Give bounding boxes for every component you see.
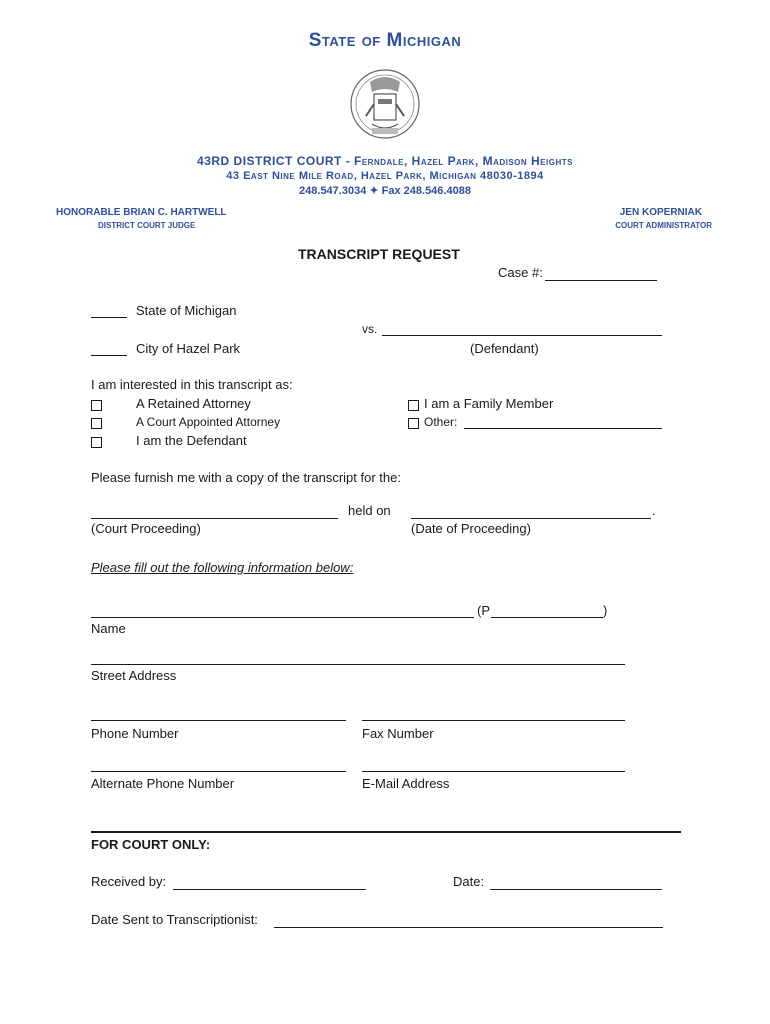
email-field[interactable]: [362, 771, 625, 772]
party1-label: State of Michigan: [136, 303, 237, 318]
party2-label: City of Hazel Park: [136, 341, 241, 356]
case-label: Case #:: [498, 265, 543, 280]
date-proceeding-field[interactable]: [411, 518, 651, 519]
court-proceeding-label: (Court Proceeding): [91, 521, 201, 536]
judge-title: DISTRICT COURT JUDGE: [98, 221, 196, 230]
period: .: [652, 503, 656, 518]
court-address: 43 East Nine Mile Road, Hazel Park, Michigan 48030-1894: [226, 170, 544, 182]
appointed-attorney-label: A Court Appointed Attorney: [136, 415, 281, 429]
appointed-attorney-checkbox[interactable]: [91, 415, 102, 433]
phone-field[interactable]: [91, 720, 346, 721]
street-address-label: Street Address: [91, 668, 177, 683]
court-only-heading: FOR COURT ONLY:: [91, 837, 211, 852]
defendant-option-label: I am the Defendant: [136, 433, 247, 448]
interest-label: I am interested in this transcript as:: [91, 377, 293, 392]
street-address-field[interactable]: [91, 664, 625, 665]
court-date-field[interactable]: [490, 889, 662, 890]
state-seal-icon: [348, 64, 422, 146]
received-by-field[interactable]: [173, 889, 366, 890]
date-proceeding-label: (Date of Proceeding): [411, 521, 531, 536]
retained-attorney-label: A Retained Attorney: [136, 396, 251, 411]
sent-transcriptionist-label: Date Sent to Transcriptionist:: [91, 912, 258, 927]
fill-out-instruction: Please fill out the following information below:: [91, 560, 354, 575]
defendant-field[interactable]: [382, 335, 662, 336]
admin-title: COURT ADMINISTRATOR: [615, 221, 712, 230]
vs-label: vs.: [362, 322, 378, 336]
held-on-label: held on: [348, 503, 391, 518]
party1-blank[interactable]: [91, 317, 127, 318]
admin-name: JEN KOPERNIAK: [619, 207, 702, 218]
court-proceeding-field[interactable]: [91, 518, 338, 519]
form-title: TRANSCRIPT REQUEST: [298, 246, 460, 262]
defendant-checkbox[interactable]: [91, 434, 102, 452]
court-name: 43RD DISTRICT COURT - Ferndale, Hazel Park, Madison Heights: [197, 154, 573, 168]
fax-label: Fax Number: [362, 726, 434, 741]
defendant-label: (Defendant): [470, 341, 539, 356]
name-label: Name: [91, 621, 126, 636]
received-by-label: Received by:: [91, 874, 167, 889]
phone-label: Phone Number: [91, 726, 179, 741]
name-field[interactable]: [91, 617, 474, 618]
p-close: ): [603, 603, 608, 618]
court-date-label: Date:: [453, 874, 485, 889]
retained-attorney-checkbox[interactable]: [91, 397, 102, 415]
case-number-field[interactable]: [545, 280, 657, 281]
other-checkbox[interactable]: [408, 415, 419, 433]
alt-phone-field[interactable]: [91, 771, 346, 772]
family-member-checkbox[interactable]: [408, 397, 419, 415]
state-heading: State of Michigan: [308, 30, 462, 51]
furnish-label: Please furnish me with a copy of the transcript for the:: [91, 470, 401, 485]
court-only-divider: [91, 831, 681, 833]
court-phones: 248.547.3034 ✦ Fax 248.546.4088: [299, 185, 471, 197]
email-label: E-Mail Address: [362, 776, 450, 791]
fax-field[interactable]: [362, 720, 625, 721]
alt-phone-label: Alternate Phone Number: [91, 776, 235, 791]
party2-blank[interactable]: [91, 355, 127, 356]
other-label: Other:: [424, 415, 458, 429]
sent-transcriptionist-field[interactable]: [274, 927, 663, 928]
family-member-label: I am a Family Member: [424, 396, 554, 411]
p-number-field[interactable]: [491, 617, 603, 618]
judge-name: HONORABLE BRIAN C. HARTWELL: [56, 207, 227, 218]
other-field[interactable]: [464, 428, 662, 429]
p-open: (P: [477, 603, 490, 618]
